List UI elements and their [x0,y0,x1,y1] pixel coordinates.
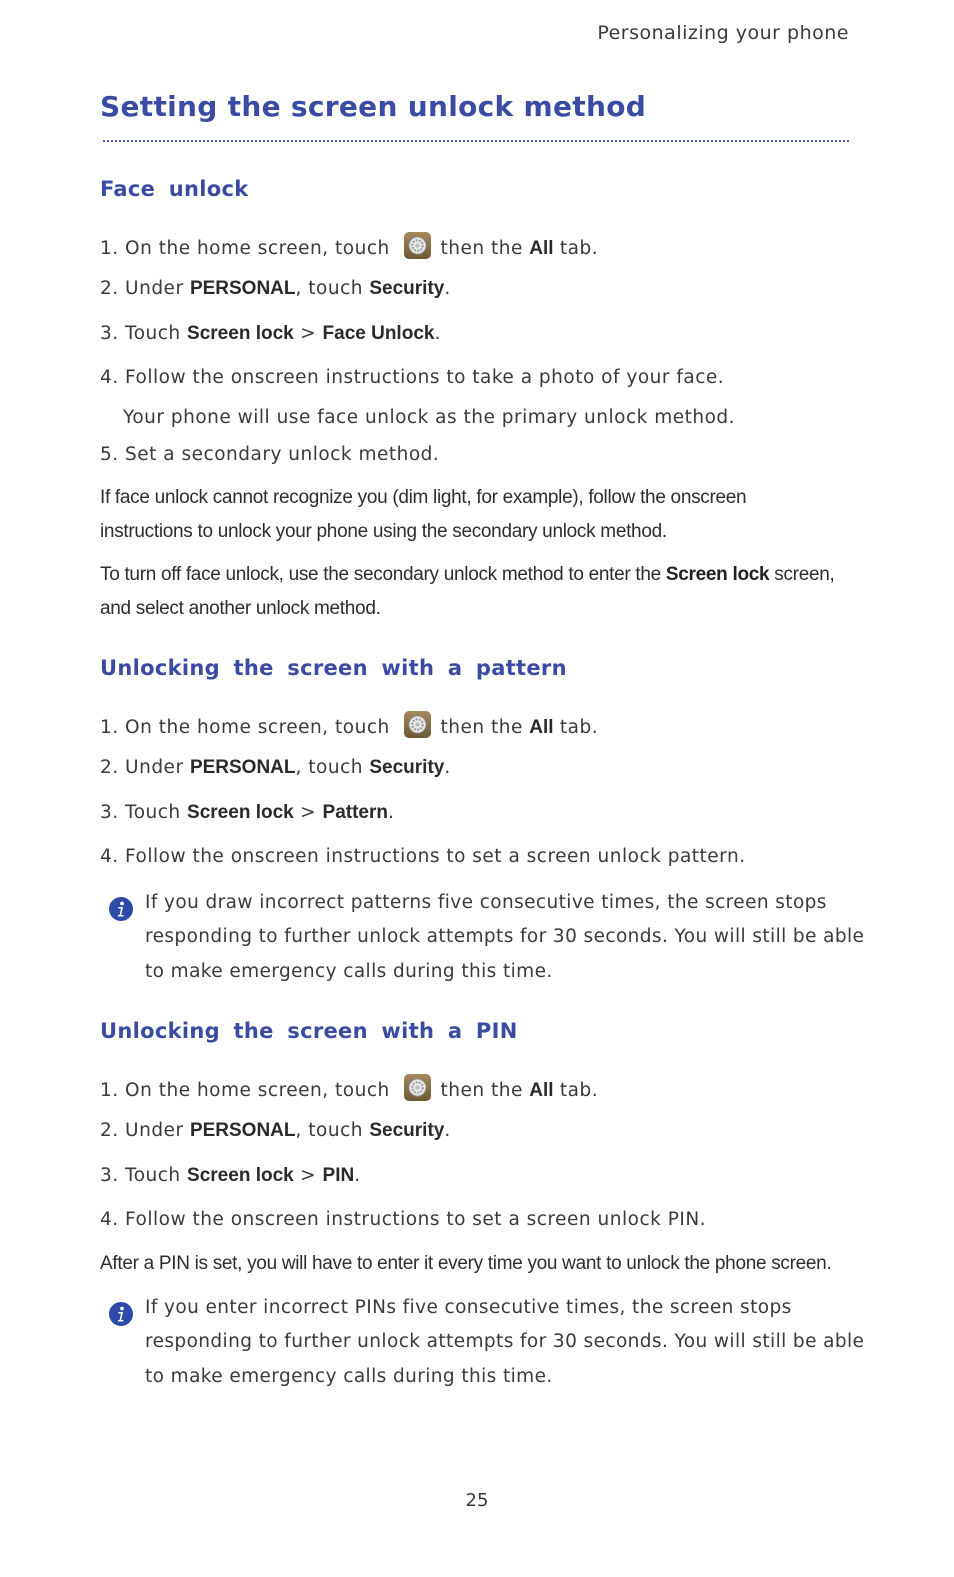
pin-note-line-3: to make emergency calls during this time. [145,1366,553,1387]
settings-gear-icon [404,711,431,738]
para-text: screen, [774,564,835,585]
pin-step-2 [100,1120,451,1142]
pin-step-4 [100,1209,706,1230]
step-number: 2. [100,278,119,299]
step-number: 1. [100,1080,119,1101]
page-number: 25 [465,1490,489,1511]
face-step-4-result: Your phone will use face unlock as the primary unlock method. [123,407,736,428]
face-paragraph-2-line-1 [100,558,834,592]
title-divider [103,140,849,142]
face-paragraph-2-line-2: and select another unlock method. [100,598,381,619]
step-text: Touch [125,1165,181,1186]
pattern-heading: Unlocking the screen with a pattern [100,656,567,680]
settings-gear-icon [404,1074,431,1101]
pin-note-line-1: If you enter incorrect PINs five consecutive times, the screen stops [145,1297,792,1318]
step-text: > [300,802,317,823]
ui-screen-lock-label: Screen lock [187,1165,294,1186]
step-number: 2. [100,757,119,778]
pattern-step-4 [100,846,746,867]
step-text: > [300,1165,317,1186]
pin-heading: Unlocking the screen with a PIN [100,1019,518,1043]
step-text: Touch [125,323,181,344]
step-text: then the [440,238,523,259]
step-text: > [300,323,317,344]
ui-screen-lock-label: Screen lock [187,323,294,344]
step-number: 4. [100,1209,119,1230]
ui-screen-lock-label: Screen lock [665,564,770,585]
step-number: 4. [100,367,119,388]
step-text: Follow the onscreen instructions to set a screen unlock pattern. [125,846,746,867]
step-number: 3. [100,1165,119,1186]
running-header: Personalizing your phone [597,22,849,44]
pattern-note-line-1: If you draw incorrect patterns five consecutive times, the screen stops [145,892,827,913]
step-text: Set a secondary unlock method. [125,444,440,465]
step-text: . [354,1165,361,1186]
step-text: Touch [125,802,181,823]
step-text: Follow the onscreen instructions to take a photo of your face. [125,367,725,388]
pin-paragraph: After a PIN is set, you will have to enter it every time you want to unlock the phone screen. [100,1253,832,1274]
step-text: then the [440,1080,523,1101]
step-number: 1. [100,238,119,259]
step-text: . [444,278,451,299]
step-number: 3. [100,802,119,823]
step-text: , touch [295,757,363,778]
ui-pattern-label: Pattern [322,802,388,823]
ui-screen-lock-label: Screen lock [187,802,294,823]
step-text: Under [125,278,184,299]
para-text: To turn off face unlock, use the secondary unlock method to enter the [100,564,661,585]
ui-personal-label: PERSONAL [189,757,296,778]
page-title: Setting the screen unlock method [100,90,647,123]
face-step-1 [100,232,598,260]
step-text: then the [440,717,523,738]
step-number: 4. [100,846,119,867]
pin-step-3 [100,1165,361,1187]
step-text: Follow the onscreen instructions to set a screen unlock PIN. [125,1209,707,1230]
face-paragraph-1-line-1: If face unlock cannot recognize you (dim light, for example), follow the onscreen [100,487,747,508]
step-text: . [434,323,441,344]
ui-pin-label: PIN [322,1165,355,1186]
pattern-step-1 [100,711,598,739]
info-icon [108,1301,134,1327]
step-text: On the home screen, touch [125,717,390,738]
ui-all-tab-label: All [529,717,554,738]
settings-gear-icon [404,232,431,259]
face-unlock-heading: Face unlock [100,177,249,201]
step-text: On the home screen, touch [125,238,390,259]
step-text: . [387,802,395,823]
info-icon [108,896,134,922]
step-text: , touch [295,1120,363,1141]
pattern-note-line-2: responding to further unlock attempts for 30 seconds. You will still be able [145,926,865,947]
face-step-5 [100,444,439,465]
step-text: , touch [295,278,363,299]
step-number: 1. [100,717,119,738]
step-text: Under [125,1120,184,1141]
ui-personal-label: PERSONAL [189,278,296,299]
step-number: 3. [100,323,119,344]
ui-all-tab-label: All [529,238,554,259]
face-step-4 [100,367,724,388]
ui-security-label: Security [369,278,445,299]
pin-note-line-2: responding to further unlock attempts for 30 seconds. You will still be able [145,1331,865,1352]
ui-all-tab-label: All [529,1080,554,1101]
step-text: . [444,1120,451,1141]
ui-security-label: Security [369,1120,445,1141]
pin-step-1 [100,1074,598,1102]
face-step-2 [100,278,451,300]
step-text: Under [125,757,184,778]
step-text: tab. [559,1080,599,1101]
step-text: tab. [559,717,599,738]
step-text: tab. [559,238,599,259]
ui-face-unlock-label: Face Unlock [322,323,435,344]
pattern-note-line-3: to make emergency calls during this time. [145,961,553,982]
face-step-3 [100,323,441,345]
ui-personal-label: PERSONAL [189,1120,296,1141]
step-text: . [444,757,451,778]
pattern-step-3 [100,802,394,824]
step-number: 5. [100,444,119,465]
face-paragraph-1-line-2: instructions to unlock your phone using the secondary unlock method. [100,521,667,542]
step-text: On the home screen, touch [125,1080,390,1101]
step-number: 2. [100,1120,119,1141]
pattern-step-2 [100,757,451,779]
ui-security-label: Security [369,757,445,778]
